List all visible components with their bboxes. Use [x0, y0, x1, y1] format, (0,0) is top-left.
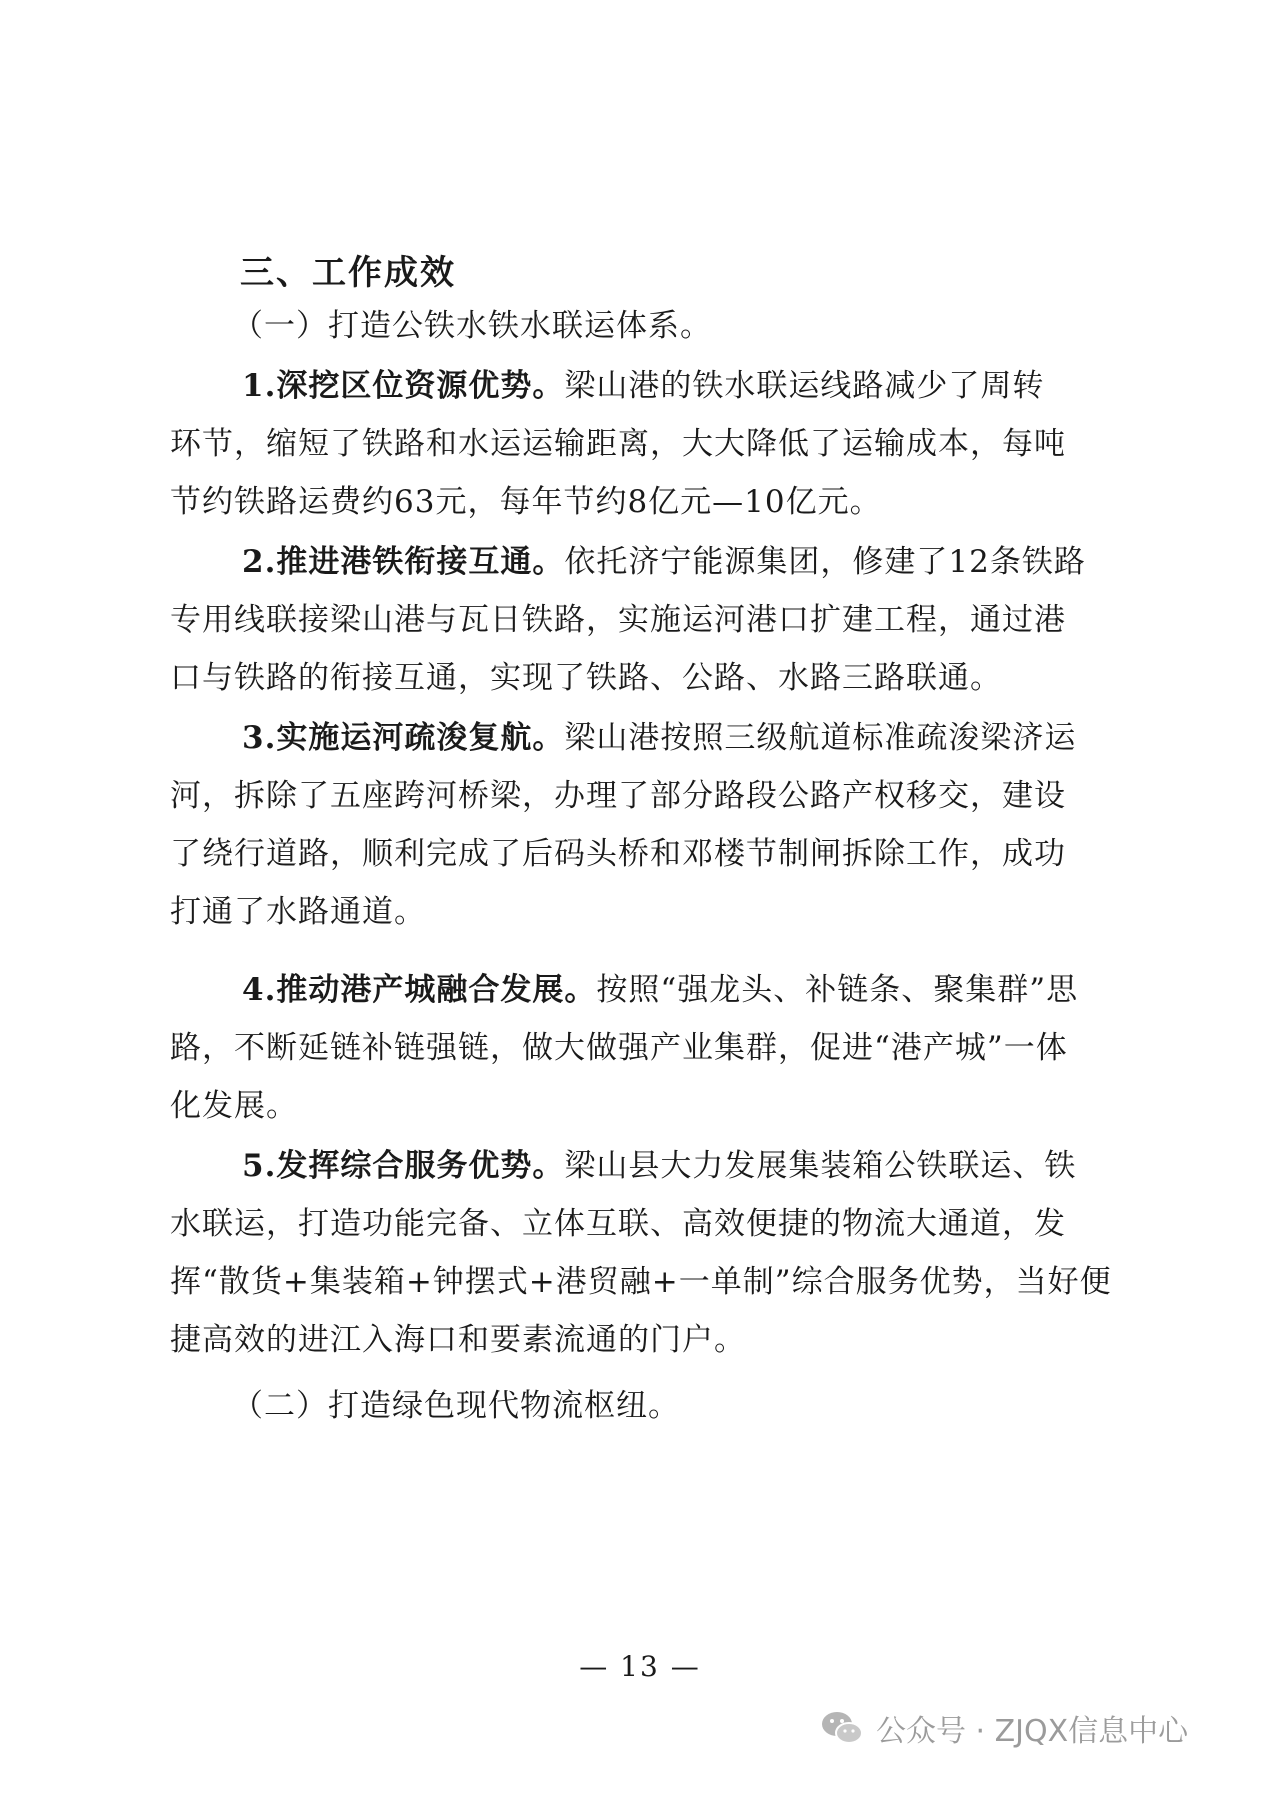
subheading-1: （一）打造公铁水铁水联运体系。: [232, 308, 712, 344]
paragraph-3-lead: 3.实施运河疏浚复航。: [242, 720, 565, 756]
subheading-2: （二）打造绿色现代物流枢纽。: [232, 1388, 680, 1424]
paragraph-3-line-1: 3.实施运河疏浚复航。梁山港按照三级航道标准疏浚梁济运: [242, 720, 1077, 756]
paragraph-3-line-2: 河，拆除了五座跨河桥梁，办理了部分路段公路产权移交，建设: [170, 778, 1066, 814]
watermark-text: 公众号 · ZJQX信息中心: [876, 1714, 1189, 1749]
paragraph-2-line-3: 口与铁路的衔接互通，实现了铁路、公路、水路三路联通。: [170, 660, 1002, 696]
paragraph-1-line-1: 1.深挖区位资源优势。梁山港的铁水联运线路减少了周转: [242, 368, 1045, 404]
paragraph-5-line-3: 挥“散货+集装箱+钟摆式+港贸融+一单制”综合服务优势，当好便: [170, 1264, 1112, 1300]
wechat-icon: [820, 1709, 864, 1747]
paragraph-2-line-1: 2.推进港铁衔接互通。依托济宁能源集团，修建了12条铁路: [242, 544, 1086, 580]
section-heading: 三、工作成效: [240, 253, 456, 293]
paragraph-4-line-2: 路，不断延链补链强链，做大做强产业集群，促进“港产城”一体: [170, 1030, 1068, 1066]
paragraph-1-line-2: 环节，缩短了铁路和水运运输距离，大大降低了运输成本，每吨: [170, 426, 1066, 462]
watermark: [820, 1706, 1240, 1750]
paragraph-5-line-4: 捷高效的进江入海口和要素流通的门户。: [170, 1322, 746, 1358]
page-number: — 13 —: [579, 1650, 701, 1683]
paragraph-2-line-2: 专用线联接梁山港与瓦日铁路，实施运河港口扩建工程，通过港: [170, 602, 1066, 638]
paragraph-4-line-3: 化发展。: [170, 1088, 298, 1124]
paragraph-3-line-4: 打通了水路通道。: [170, 894, 426, 930]
paragraph-4-line-1: 4.推动港产城融合发展。按照“强龙头、补链条、聚集群”思: [242, 972, 1079, 1008]
paragraph-4-lead: 4.推动港产城融合发展。: [242, 972, 597, 1008]
paragraph-5-lead: 5.发挥综合服务优势。: [242, 1148, 565, 1184]
paragraph-5-line-1: 5.发挥综合服务优势。梁山县大力发展集装箱公铁联运、铁: [242, 1148, 1077, 1184]
paragraph-2-lead: 2.推进港铁衔接互通。: [242, 544, 565, 580]
paragraph-3-line-3: 了绕行道路，顺利完成了后码头桥和邓楼节制闸拆除工作，成功: [170, 836, 1066, 872]
paragraph-5-line-2: 水联运，打造功能完备、立体互联、高效便捷的物流大通道，发: [170, 1206, 1066, 1242]
paragraph-1-line-3: 节约铁路运费约63元，每年节约8亿元—10亿元。: [170, 484, 882, 520]
paragraph-1-lead: 1.深挖区位资源优势。: [242, 368, 565, 404]
